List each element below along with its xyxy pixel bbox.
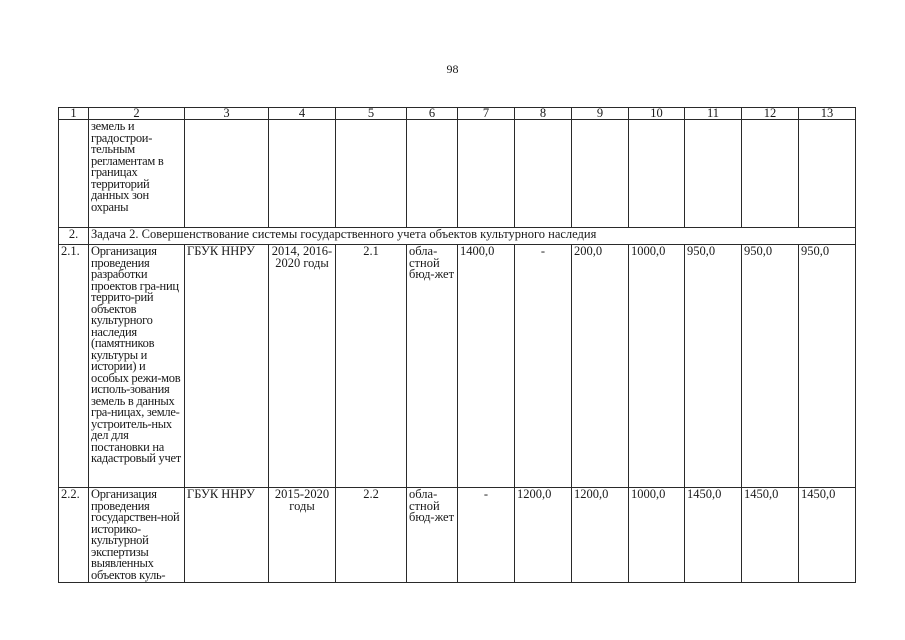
executor: ГБУК ННРУ: [185, 245, 269, 488]
empty-cell: [407, 120, 458, 228]
value-col13: 950,0: [799, 245, 856, 488]
row-number: [59, 120, 89, 228]
header-cell: 8: [515, 108, 572, 120]
measure-code: 2.2: [336, 488, 407, 583]
header-cell: 12: [742, 108, 799, 120]
value-col9: 200,0: [572, 245, 629, 488]
row-number: 2.1.: [59, 245, 89, 488]
header-cell: 1: [59, 108, 89, 120]
header-cell: 5: [336, 108, 407, 120]
header-cell: 9: [572, 108, 629, 120]
page-number: 98: [446, 62, 459, 76]
measure-text: Организация проведения государствен-ной историко-культурной экспертизы выявленных объектов куль-: [89, 488, 185, 583]
continuation-row: [59, 120, 856, 228]
header-cell: 2: [89, 108, 185, 120]
header-cell: 4: [269, 108, 336, 120]
header-row: [59, 108, 856, 120]
empty-cell: [799, 120, 856, 228]
header-cell: 3: [185, 108, 269, 120]
empty-cell: [269, 120, 336, 228]
value-col8: 1200,0: [515, 488, 572, 583]
funding-source: обла-стной бюд-жет: [407, 488, 458, 583]
value-col10: 1000,0: [629, 488, 685, 583]
value-col11: 1450,0: [685, 488, 742, 583]
funding-source: обла-стной бюд-жет: [407, 245, 458, 488]
empty-cell: [572, 120, 629, 228]
value-col7: 1400,0: [458, 245, 515, 488]
empty-cell: [336, 120, 407, 228]
years: 2014, 2016-2020 годы: [269, 245, 336, 488]
task-number: 2.: [59, 228, 89, 245]
value-col12: 950,0: [742, 245, 799, 488]
header-cell: 11: [685, 108, 742, 120]
value-col11: 950,0: [685, 245, 742, 488]
measure-code: 2.1: [336, 245, 407, 488]
empty-cell: [515, 120, 572, 228]
task-row: [59, 228, 856, 245]
measure-text: Организация проведения разработки проектов гра-ниц террито-рий объектов культурного наследия (памятников культуры и истории) и особых режи-мов исполь-зования земель в данных гра-ницах, земле-устроитель-ных дел для постановки на кадастровый учет: [89, 245, 185, 488]
header-cell: 6: [407, 108, 458, 120]
table-row: [59, 488, 856, 583]
measure-text: земель и градострои-тельным регламентам в границах территорий данных зон охраны: [89, 120, 185, 228]
row-number: 2.2.: [59, 488, 89, 583]
value-col12: 1450,0: [742, 488, 799, 583]
program-table: [58, 107, 856, 583]
value-col13: 1450,0: [799, 488, 856, 583]
header-cell: 7: [458, 108, 515, 120]
value-col9: 1200,0: [572, 488, 629, 583]
value-col8: -: [515, 245, 572, 488]
header-cell: 13: [799, 108, 856, 120]
empty-cell: [685, 120, 742, 228]
executor: ГБУК ННРУ: [185, 488, 269, 583]
empty-cell: [742, 120, 799, 228]
table-row: [59, 245, 856, 488]
task-title: Задача 2. Совершенствование системы государственного учета объектов культурного наследия: [89, 228, 856, 245]
value-col7: -: [458, 488, 515, 583]
years: 2015-2020 годы: [269, 488, 336, 583]
empty-cell: [629, 120, 685, 228]
empty-cell: [458, 120, 515, 228]
value-col10: 1000,0: [629, 245, 685, 488]
header-cell: 10: [629, 108, 685, 120]
empty-cell: [185, 120, 269, 228]
